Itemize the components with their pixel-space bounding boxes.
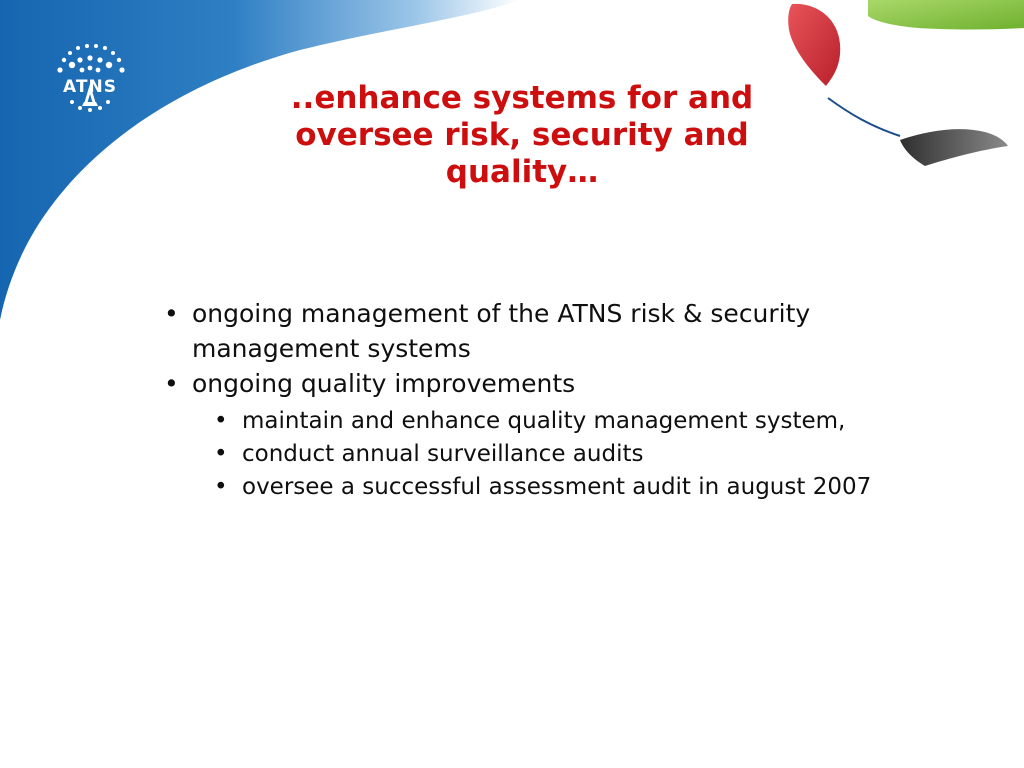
bullet-marker: • xyxy=(164,369,179,398)
sub-bullet-list xyxy=(164,405,884,504)
sub-bullet-item xyxy=(164,405,884,438)
atns-logo xyxy=(44,40,136,116)
gray-leaf xyxy=(900,129,1008,166)
bullet-marker: • xyxy=(214,441,228,467)
bullet-text: ongoing management of the ATNS risk & security management systems xyxy=(192,299,811,363)
bullet-marker: • xyxy=(214,474,228,500)
logo-text: ATNS xyxy=(63,77,117,97)
sub-bullet-text: maintain and enhance quality management system, xyxy=(242,408,846,434)
sub-bullet-text: oversee a successful assessment audit in august 2007 xyxy=(242,474,872,500)
red-leaf xyxy=(788,4,840,86)
sub-bullet-text: conduct annual surveillance audits xyxy=(242,441,644,467)
sub-bullet-item xyxy=(164,438,884,471)
bullet-item xyxy=(164,296,884,366)
bullet-item xyxy=(164,366,884,401)
accent-curve xyxy=(828,98,900,136)
slide-title: ..enhance systems for and oversee risk, security and quality… xyxy=(290,80,754,190)
bullet-list xyxy=(164,296,884,504)
green-leaf xyxy=(868,0,1024,30)
bullet-text: ongoing quality improvements xyxy=(192,369,576,398)
sub-bullet-item xyxy=(164,471,884,504)
bullet-marker: • xyxy=(214,408,228,434)
bullet-marker: • xyxy=(164,299,179,328)
